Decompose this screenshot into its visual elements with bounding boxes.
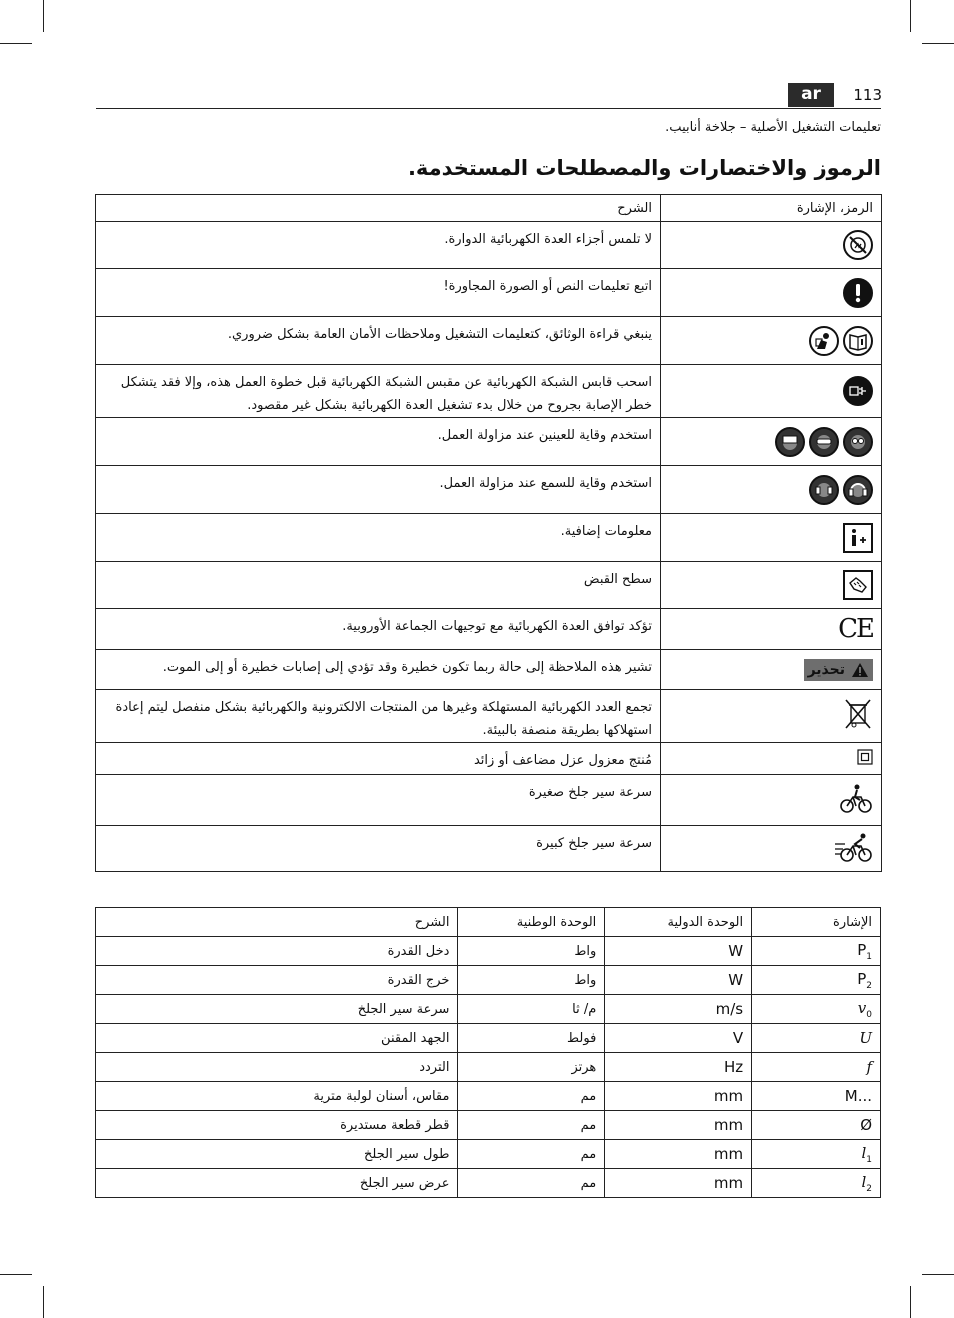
warning-label-text: تحذير — [807, 661, 845, 678]
info-plus-icon — [843, 523, 873, 553]
symbol-description: اسحب قابس الشبكة الكهربائية عن مقبس الشبكة الكهربائية قبل خطوة العمل هذه، وإلا فقد يتشكل خطر الإصابة بجروح من خلال بدء تشغيل العدة الكهربائية بشكل غير مقصود. — [96, 365, 661, 418]
warning-icon — [851, 662, 869, 678]
cyclist-fast-icon — [833, 830, 873, 868]
unit-symbol-letter: U — [859, 1029, 872, 1047]
symbol-cell — [661, 317, 882, 365]
intl-unit: mm — [605, 1111, 752, 1140]
crop-mark — [0, 1274, 32, 1275]
table-row — [96, 743, 882, 775]
symbol-cell — [661, 826, 882, 872]
symbol-cell — [661, 365, 882, 418]
table-row — [96, 562, 882, 609]
unplug-icon — [843, 376, 873, 406]
symbol-description: استخدم وقاية للسمع عند مزاولة العمل. — [96, 466, 661, 514]
column-header-description: الشرح — [96, 908, 458, 937]
unit-symbol — [752, 966, 881, 995]
symbol-description: مُنتج معزول عزل مضاعف أو زائد — [96, 743, 661, 775]
symbol-description: اتبع تعليمات النص أو الصورة المجاورة! — [96, 269, 661, 317]
unit-symbol-letter: Ø — [860, 1116, 872, 1134]
national-unit: مم — [458, 1169, 605, 1198]
warning-label — [804, 659, 873, 681]
header-rule — [96, 108, 881, 109]
symbol-cell — [661, 418, 882, 466]
unit-description: قطر قطعة مستديرة — [96, 1111, 458, 1140]
symbol-cell — [661, 562, 882, 609]
symbol-cell — [661, 775, 882, 826]
ear-protection-icon — [843, 475, 873, 505]
symbol-cell — [661, 690, 882, 743]
unit-description: مقاس، أسنان لولبة مترية — [96, 1082, 458, 1111]
intl-unit: Hz — [605, 1053, 752, 1082]
read-manual-icon — [809, 326, 839, 356]
book-info-icon — [843, 326, 873, 356]
page-number: 113 — [853, 86, 882, 104]
national-unit: فولط — [458, 1024, 605, 1053]
unit-symbol-subscript: 0 — [866, 1009, 872, 1020]
national-unit: واط — [458, 966, 605, 995]
crop-mark — [43, 1286, 44, 1318]
unit-symbol-letter: P — [857, 969, 867, 988]
symbol-cell — [661, 466, 882, 514]
table-row — [96, 1024, 881, 1053]
goggles-icon — [809, 427, 839, 457]
national-unit: هرتز — [458, 1053, 605, 1082]
unit-symbol — [752, 995, 881, 1024]
table-row — [96, 1140, 881, 1169]
unit-description: التردد — [96, 1053, 458, 1082]
table-row — [96, 826, 882, 872]
grip-surface-icon — [843, 570, 873, 600]
column-header-symbol: الإشارة — [752, 908, 881, 937]
column-header-description: الشرح — [96, 195, 661, 222]
symbols-table-header — [96, 195, 882, 222]
units-table-body — [96, 937, 881, 1198]
symbol-description: سطح القبض — [96, 562, 661, 609]
intl-unit: V — [605, 1024, 752, 1053]
crop-mark — [43, 0, 44, 32]
unit-symbol-subscript: 2 — [866, 1183, 872, 1194]
intl-unit: mm — [605, 1169, 752, 1198]
symbol-cell — [661, 650, 882, 690]
symbol-cell — [661, 269, 882, 317]
document-subtitle: تعليمات التشغيل الأصلية – جلاخة أنابيب. — [665, 120, 881, 135]
crop-mark — [922, 43, 954, 44]
unit-description: طول سير الجلخ — [96, 1140, 458, 1169]
table-row — [96, 418, 882, 466]
table-row — [96, 995, 881, 1024]
unit-symbol-letter: P — [857, 940, 867, 959]
column-header-symbol: الرمز، الإشارة — [661, 195, 882, 222]
symbol-cell — [661, 514, 882, 562]
crop-mark — [910, 0, 911, 32]
unit-description: عرض سير الجلخ — [96, 1169, 458, 1198]
symbol-cell — [661, 222, 882, 269]
symbol-cell — [661, 743, 882, 775]
intl-unit: m/s — [605, 995, 752, 1024]
symbol-description: سرعة سير جلخ كبيرة — [96, 826, 661, 872]
unit-symbol — [752, 1140, 881, 1169]
table-row — [96, 1169, 881, 1198]
table-row — [96, 609, 882, 650]
unit-symbol — [752, 1111, 881, 1140]
symbol-description: سرعة سير جلخ صغيرة — [96, 775, 661, 826]
table-row — [96, 690, 882, 743]
table-row — [96, 775, 882, 826]
unit-symbol-subscript: 1 — [866, 951, 872, 962]
unit-description: خرج القدرة — [96, 966, 458, 995]
table-row — [96, 937, 881, 966]
national-unit: مم — [458, 1082, 605, 1111]
unit-symbol — [752, 937, 881, 966]
symbol-description: تجمع العدد الكهربائية المستهلكة وغيرها من المنتجات الالكترونية والكهربائية بشكل منفصل ليتم إعادة استهلاكها بطريقة منصفة بالبيئة. — [96, 690, 661, 743]
table-row — [96, 317, 882, 365]
intl-unit: W — [605, 966, 752, 995]
unit-symbol — [752, 1082, 881, 1111]
section-title: الرموز والاختصارات والمصطلحات المستخدمة. — [407, 156, 881, 180]
units-table-header — [96, 908, 881, 937]
weee-bin-icon — [843, 697, 873, 735]
unit-symbol-letter: M... — [844, 1087, 872, 1105]
table-row — [96, 466, 882, 514]
cyclist-slow-icon — [839, 781, 873, 819]
unit-symbol — [752, 1053, 881, 1082]
symbol-description: لا تلمس أجزاء العدة الكهربائية الدوارة. — [96, 222, 661, 269]
column-header-intl-unit: الوحدة الدولية — [605, 908, 752, 937]
symbol-description: استخدم وقاية للعينين عند مزاولة العمل. — [96, 418, 661, 466]
crop-mark — [910, 1286, 911, 1318]
intl-unit: W — [605, 937, 752, 966]
intl-unit: mm — [605, 1082, 752, 1111]
unit-symbol-letter: f — [866, 1058, 872, 1076]
national-unit: مم — [458, 1111, 605, 1140]
units-table — [95, 907, 881, 1198]
unit-symbol-subscript: 2 — [866, 980, 872, 991]
symbols-table — [95, 194, 882, 872]
eye-protection-icon — [843, 427, 873, 457]
unit-symbol — [752, 1169, 881, 1198]
unit-symbol-letter: l — [861, 1172, 867, 1191]
unit-symbol-subscript: 1 — [866, 1154, 872, 1165]
ear-plugs-icon — [809, 475, 839, 505]
table-row — [96, 365, 882, 418]
table-row — [96, 514, 882, 562]
exclamation-icon — [843, 278, 873, 308]
ce-mark-icon: CE — [838, 614, 873, 644]
crop-mark — [922, 1274, 954, 1275]
symbol-cell — [661, 609, 882, 650]
unit-description: دخل القدرة — [96, 937, 458, 966]
symbol-description: ينبغي قراءة الوثائق، كتعليمات التشغيل وملاحظات الأمان العامة بشكل ضروري. — [96, 317, 661, 365]
column-header-national-unit: الوحدة الوطنية — [458, 908, 605, 937]
table-row — [96, 1053, 881, 1082]
symbol-description: معلومات إضافية. — [96, 514, 661, 562]
table-row — [96, 650, 882, 690]
unit-symbol — [752, 1024, 881, 1053]
unit-symbol-letter: v — [857, 998, 867, 1017]
no-touch-icon — [843, 230, 873, 260]
table-row — [96, 1082, 881, 1111]
double-insulation-icon — [857, 749, 873, 769]
table-row — [96, 966, 881, 995]
symbol-description: تؤكد توافق العدة الكهربائية مع توجيهات الجماعة الأوروبية. — [96, 609, 661, 650]
national-unit: م/ ثا — [458, 995, 605, 1024]
intl-unit: mm — [605, 1140, 752, 1169]
national-unit: مم — [458, 1140, 605, 1169]
table-row — [96, 1111, 881, 1140]
table-row — [96, 222, 882, 269]
face-shield-icon — [775, 427, 805, 457]
language-badge: ar — [788, 83, 834, 107]
crop-mark — [0, 43, 32, 44]
national-unit: واط — [458, 937, 605, 966]
symbol-description: تشير هذه الملاحظة إلى حالة ربما تكون خطيرة وقد تؤدي إلى إصابات خطيرة أو إلى الموت. — [96, 650, 661, 690]
unit-description: سرعة سير الجلخ — [96, 995, 458, 1024]
unit-description: الجهد المقنن — [96, 1024, 458, 1053]
table-row — [96, 269, 882, 317]
unit-symbol-letter: l — [861, 1143, 867, 1162]
